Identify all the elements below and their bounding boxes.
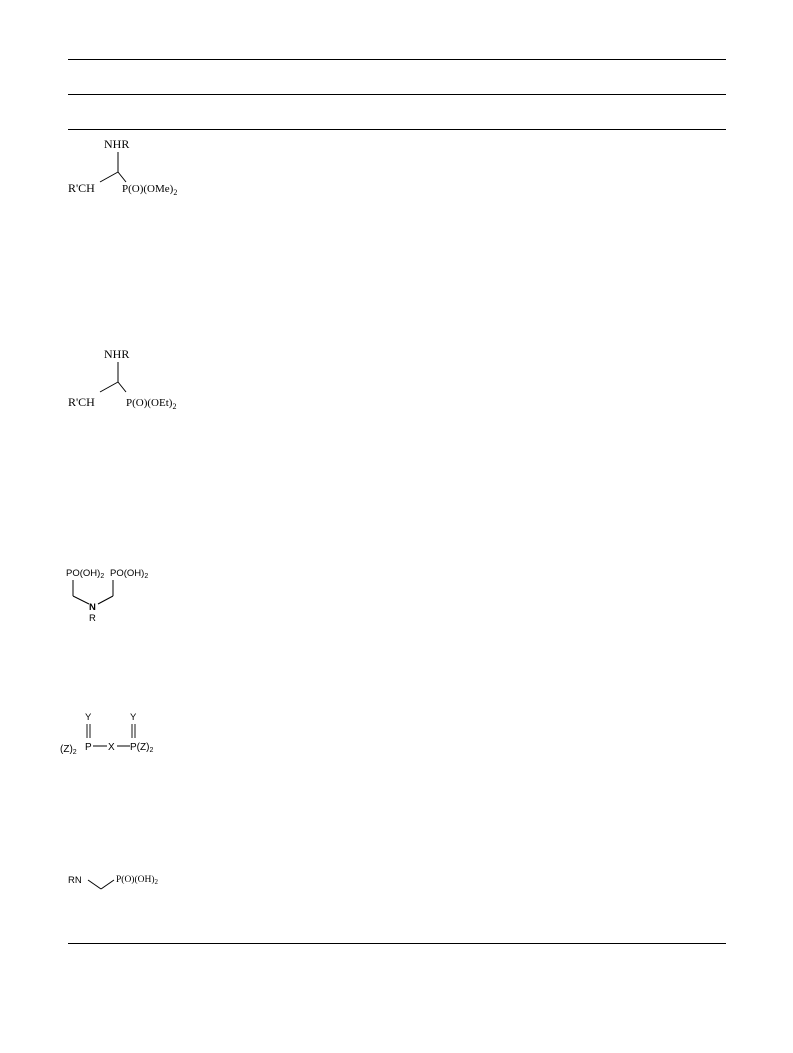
nitrogen-label: N [89, 602, 96, 613]
y-right-label: Y [130, 712, 137, 723]
left-group-label: $PO(OH)_2$ [66, 568, 105, 580]
right-group-label: $PO(OH)_2$ [110, 568, 149, 580]
structure-aminomethylphosphonic-acid [60, 866, 180, 896]
table-top-rule [68, 59, 726, 60]
p-left-label: P [85, 742, 92, 753]
amine-label: NHR [104, 347, 130, 361]
phosphonate-label: $P(O)(OEt)_2$ [126, 397, 177, 411]
alkyl-label: R'CH [68, 395, 95, 409]
p-right-label: $P(Z)_2$ [130, 742, 154, 754]
r-label: R [89, 613, 96, 624]
structure-bridged-diphosphorus [60, 706, 170, 758]
table-bottom-rule [68, 943, 726, 944]
amine-label: NHR [104, 137, 130, 151]
structure-aminophosphonate-dimethyl [60, 132, 200, 207]
structure-aminophosphonate-diethyl [60, 342, 200, 417]
table-header-bottom-rule [68, 129, 726, 130]
phosphonate-label: $P(O)(OH)_2$ [116, 875, 159, 886]
y-left-label: Y [85, 712, 92, 723]
table-header-rule [68, 94, 726, 95]
structure-iminobis-methylenephosphonic-acid [60, 562, 170, 627]
bridge-label: X [108, 742, 115, 753]
phosphonate-label: $P(O)(OMe)_2$ [122, 183, 178, 197]
z-left-label: $(Z)_2$ [60, 744, 77, 756]
alkyl-label: R'CH [68, 181, 95, 195]
amine-label: RN [68, 875, 82, 886]
